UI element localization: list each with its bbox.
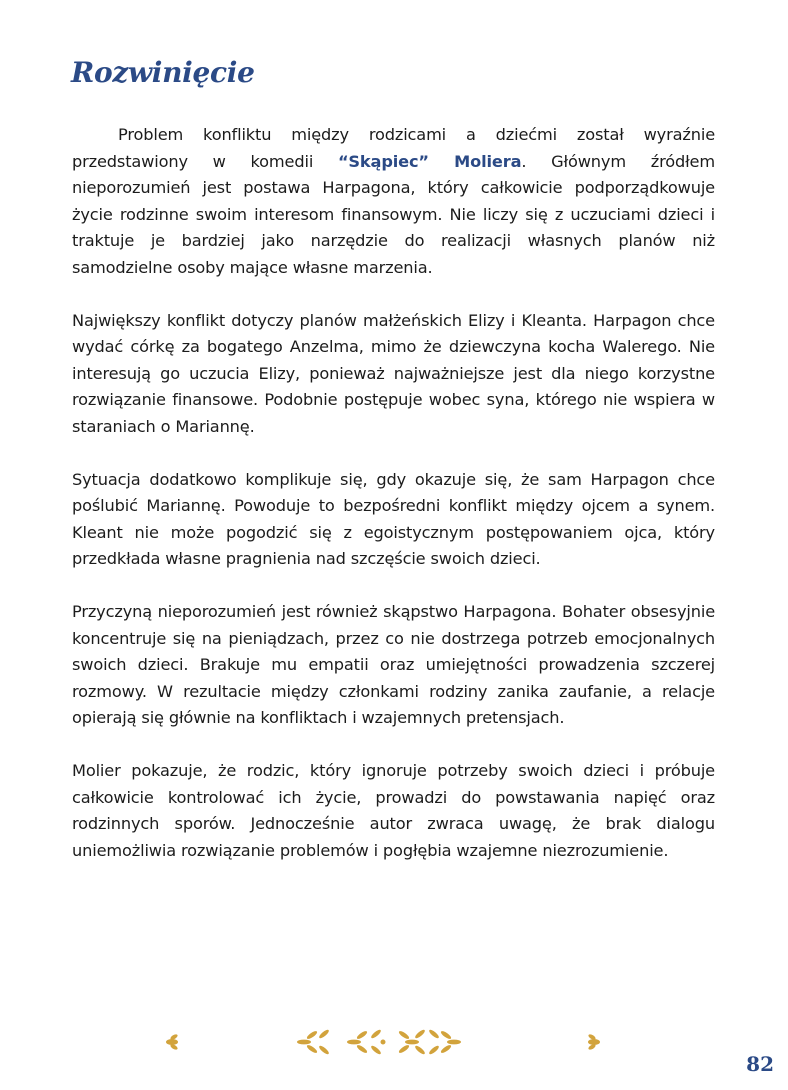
paragraph-2: Największy konflikt dotyczy planów małżeńskich Elizy i Kleanta. Harpagon chce wydać córkę za bogatego Anzelma, mimo że dziewczyna kocha Walerego. Nie interesują go uczucia Elizy, ponieważ najważniejsze jest dla niego korzystne rozwiązanie finansowe. Podobnie postępuje wobec syna, którego nie wspiera w staraniach o Mariannę. bbox=[72, 310, 715, 436]
laurel-divider-icon bbox=[154, 1022, 612, 1062]
paragraph-4: Przyczyną nieporozumień jest również skąpstwo Harpagona. Bohater obsesyjnie koncentruje się na pieniądzach, przez co nie dostrzega potrzeb emocjonalnych swoich dzieci. Brakuje mu empatii oraz umiejętności prowadzenia szczerej rozmowy. W rezultacie między członkami rodziny zanika zaufanie, a relacje opierają się głównie na konfliktach i wzajemnych pretensjach. bbox=[72, 602, 715, 727]
paragraph-3: Sytuacja dodatkowo komplikuje się, gdy okazuje się, że sam Harpagon chce poślubić Mariannę. Powoduje to bezpośredni konflikt między ojcem a synem. Kleant nie może pogodzić się z egoistycznym postępowaniem ojca, który przedkłada własne pragnienia nad szczęście swoich dzieci. bbox=[72, 469, 715, 568]
play-title-highlight: “Skąpiec” Moliera bbox=[337, 151, 522, 171]
paragraph-1-end: . Głównym źródłem nieporozumień jest postawa Harpagona, który całkowicie podporządkowuje życie rodzinne swoim interesom finansowym. Nie liczy się z uczuciami dzieci i traktuje je bardziej jako narzędzie do realizacji własnych planów niż samodzielne osoby mające własne marzenia. bbox=[72, 151, 715, 277]
section-heading: Rozwinięcie bbox=[71, 56, 255, 89]
body-text bbox=[72, 122, 715, 891]
paragraph-1-start: Problem konfliktu między rodzicami a dziećmi został wyraźnie przedstawiony w komedii bbox=[72, 125, 715, 171]
paragraph-1 bbox=[72, 122, 715, 281]
paragraph-5: Molier pokazuje, że rodzic, który ignoruje potrzeby swoich dzieci i próbuje całkowicie kontrolować ich życie, prowadzi do powstawania napięć oraz rodzinnych sporów. Jednocześnie autor zwraca uwagę, że brak dialogu uniemożliwia rozwiązanie problemów i pogłębia wzajemne niezrozumienie. bbox=[72, 761, 715, 860]
page-number: 82 bbox=[746, 1052, 774, 1076]
